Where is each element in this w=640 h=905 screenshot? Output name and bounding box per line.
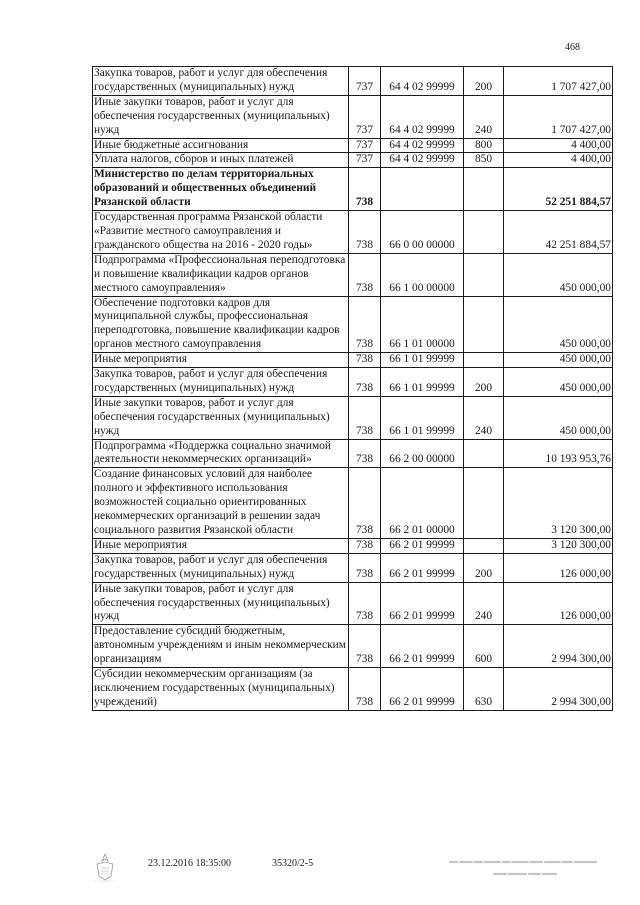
row-target-article: 64 4 02 99999 — [381, 95, 464, 138]
table-row — [93, 439, 613, 468]
page-number: 468 — [565, 42, 580, 53]
row-name: Закупка товаров, работ и услуг для обеспечения государственных (муниципальных) нужд — [93, 67, 349, 96]
row-ministry-code: 738 — [349, 353, 381, 368]
row-expense-type: 240 — [464, 396, 504, 439]
row-ministry-code: 738 — [349, 582, 381, 625]
table-row — [93, 582, 613, 625]
row-expense-type: 240 — [464, 95, 504, 138]
table-row — [93, 95, 613, 138]
row-expense-type — [464, 353, 504, 368]
table-row — [93, 211, 613, 254]
row-target-article: 66 1 00 00000 — [381, 253, 464, 296]
row-ministry-code: 738 — [349, 668, 381, 711]
row-name: Закупка товаров, работ и услуг для обеспечения государственных (муниципальных) нужд — [93, 553, 349, 582]
row-target-article: 66 2 00 00000 — [381, 439, 464, 468]
row-ministry-code: 738 — [349, 253, 381, 296]
row-ministry-code: 737 — [349, 153, 381, 168]
row-amount: 4 400,00 — [504, 153, 613, 168]
row-target-article: 64 4 02 99999 — [381, 153, 464, 168]
row-target-article: 66 1 01 99999 — [381, 368, 464, 397]
row-ministry-code: 738 — [349, 439, 381, 468]
row-target-article: 66 2 01 99999 — [381, 553, 464, 582]
row-target-article: 66 1 01 99999 — [381, 353, 464, 368]
table-row — [93, 625, 613, 668]
table-row — [93, 396, 613, 439]
row-expense-type: 200 — [464, 67, 504, 96]
row-target-article: 64 4 02 99999 — [381, 67, 464, 96]
row-expense-type — [464, 538, 504, 553]
row-target-article: 66 2 01 99999 — [381, 625, 464, 668]
row-amount: 1 707 427,00 — [504, 67, 613, 96]
row-expense-type — [464, 168, 504, 211]
footer-document-id: 35320/2-5 — [272, 858, 314, 869]
row-expense-type — [464, 468, 504, 539]
row-name: Иные закупки товаров, работ и услуг для обеспечения государственных (муниципальных) нужд — [93, 582, 349, 625]
row-name: Закупка товаров, работ и услуг для обеспечения государственных (муниципальных) нужд — [93, 368, 349, 397]
row-ministry-code: 738 — [349, 553, 381, 582]
row-ministry-code: 738 — [349, 296, 381, 353]
table-row — [93, 553, 613, 582]
budget-table — [92, 66, 613, 711]
row-amount: 2 994 300,00 — [504, 625, 613, 668]
row-amount: 126 000,00 — [504, 582, 613, 625]
row-ministry-code: 738 — [349, 211, 381, 254]
row-target-article: 66 1 01 00000 — [381, 296, 464, 353]
table-row — [93, 253, 613, 296]
row-expense-type — [464, 211, 504, 254]
row-ministry-code: 738 — [349, 625, 381, 668]
row-name: Обеспечение подготовки кадров для муниципальной службы, профессиональная переподготовка, повышение квалификации кадров органов местного самоуправления — [93, 296, 349, 353]
table-row — [93, 668, 613, 711]
row-amount: 10 193 953,76 — [504, 439, 613, 468]
row-ministry-code: 737 — [349, 67, 381, 96]
row-amount: 450 000,00 — [504, 296, 613, 353]
row-ministry-code: 738 — [349, 168, 381, 211]
row-ministry-code: 737 — [349, 95, 381, 138]
row-target-article: 66 2 01 99999 — [381, 668, 464, 711]
table-row — [93, 153, 613, 168]
footer-timestamp: 23.12.2016 18:35:00 — [148, 858, 232, 869]
row-target-article: 66 2 01 99999 — [381, 538, 464, 553]
table-row — [93, 138, 613, 153]
row-name: Создание финансовых условий для наиболее полного и эффективного использования возможностей социально ориентированных некоммерческих организаций в решении задач социального развития Рязанской области — [93, 468, 349, 539]
row-ministry-code: 738 — [349, 368, 381, 397]
row-amount: 4 400,00 — [504, 138, 613, 153]
row-amount: 450 000,00 — [504, 353, 613, 368]
row-expense-type — [464, 439, 504, 468]
table-row — [93, 368, 613, 397]
row-ministry-code: 737 — [349, 138, 381, 153]
row-expense-type — [464, 296, 504, 353]
row-target-article: 66 1 01 99999 — [381, 396, 464, 439]
row-name: Иные мероприятия — [93, 538, 349, 553]
row-name: Иные мероприятия — [93, 353, 349, 368]
table-row — [93, 296, 613, 353]
row-name: Министерство по делам территориальных образований и общественных объединений Рязанской области — [93, 168, 349, 211]
emblem-icon — [92, 852, 118, 882]
row-name: Уплата налогов, сборов и иных платежей — [93, 153, 349, 168]
row-name: Иные закупки товаров, работ и услуг для обеспечения государственных (муниципальных) нужд — [93, 396, 349, 439]
row-name: Иные бюджетные ассигнования — [93, 138, 349, 153]
row-expense-type: 800 — [464, 138, 504, 153]
row-amount: 42 251 884,57 — [504, 211, 613, 254]
table-row — [93, 538, 613, 553]
row-amount: 2 994 300,00 — [504, 668, 613, 711]
row-name: Субсидии некоммерческим организациям (за исключением государственных (муниципальных) учреждений) — [93, 668, 349, 711]
row-ministry-code: 738 — [349, 396, 381, 439]
row-amount: 52 251 884,57 — [504, 168, 613, 211]
row-amount: 450 000,00 — [504, 396, 613, 439]
row-expense-type: 850 — [464, 153, 504, 168]
row-amount: 450 000,00 — [504, 368, 613, 397]
row-name: Подпрограмма «Поддержка социально значимой деятельности некоммерческих организаций» — [93, 439, 349, 468]
row-amount: 3 120 300,00 — [504, 468, 613, 539]
row-amount: 126 000,00 — [504, 553, 613, 582]
row-amount: 3 120 300,00 — [504, 538, 613, 553]
row-target-article: 66 0 00 00000 — [381, 211, 464, 254]
row-target-article — [381, 168, 464, 211]
row-amount: 450 000,00 — [504, 253, 613, 296]
row-ministry-code: 738 — [349, 468, 381, 539]
row-expense-type — [464, 253, 504, 296]
row-expense-type: 240 — [464, 582, 504, 625]
table-row — [93, 468, 613, 539]
row-expense-type: 200 — [464, 553, 504, 582]
row-name: Предоставление субсидий бюджетным, автономным учреждениям и иным некоммерческим организациям — [93, 625, 349, 668]
row-amount: 1 707 427,00 — [504, 95, 613, 138]
row-target-article: 66 2 01 99999 — [381, 582, 464, 625]
watermark-stamp — [448, 854, 600, 882]
row-name: Государственная программа Рязанской области «Развитие местного самоуправления и гражданского общества на 2016 - 2020 годы» — [93, 211, 349, 254]
row-name: Иные закупки товаров, работ и услуг для обеспечения государственных (муниципальных) нужд — [93, 95, 349, 138]
row-target-article: 66 2 01 00000 — [381, 468, 464, 539]
row-name: Подпрограмма «Профессиональная переподготовка и повышение квалификации кадров органов местного самоуправления» — [93, 253, 349, 296]
row-expense-type: 630 — [464, 668, 504, 711]
row-expense-type: 600 — [464, 625, 504, 668]
row-target-article: 64 4 02 99999 — [381, 138, 464, 153]
budget-table-body — [93, 67, 613, 711]
table-row — [93, 353, 613, 368]
table-row — [93, 67, 613, 96]
row-expense-type: 200 — [464, 368, 504, 397]
table-row — [93, 168, 613, 211]
row-ministry-code: 738 — [349, 538, 381, 553]
